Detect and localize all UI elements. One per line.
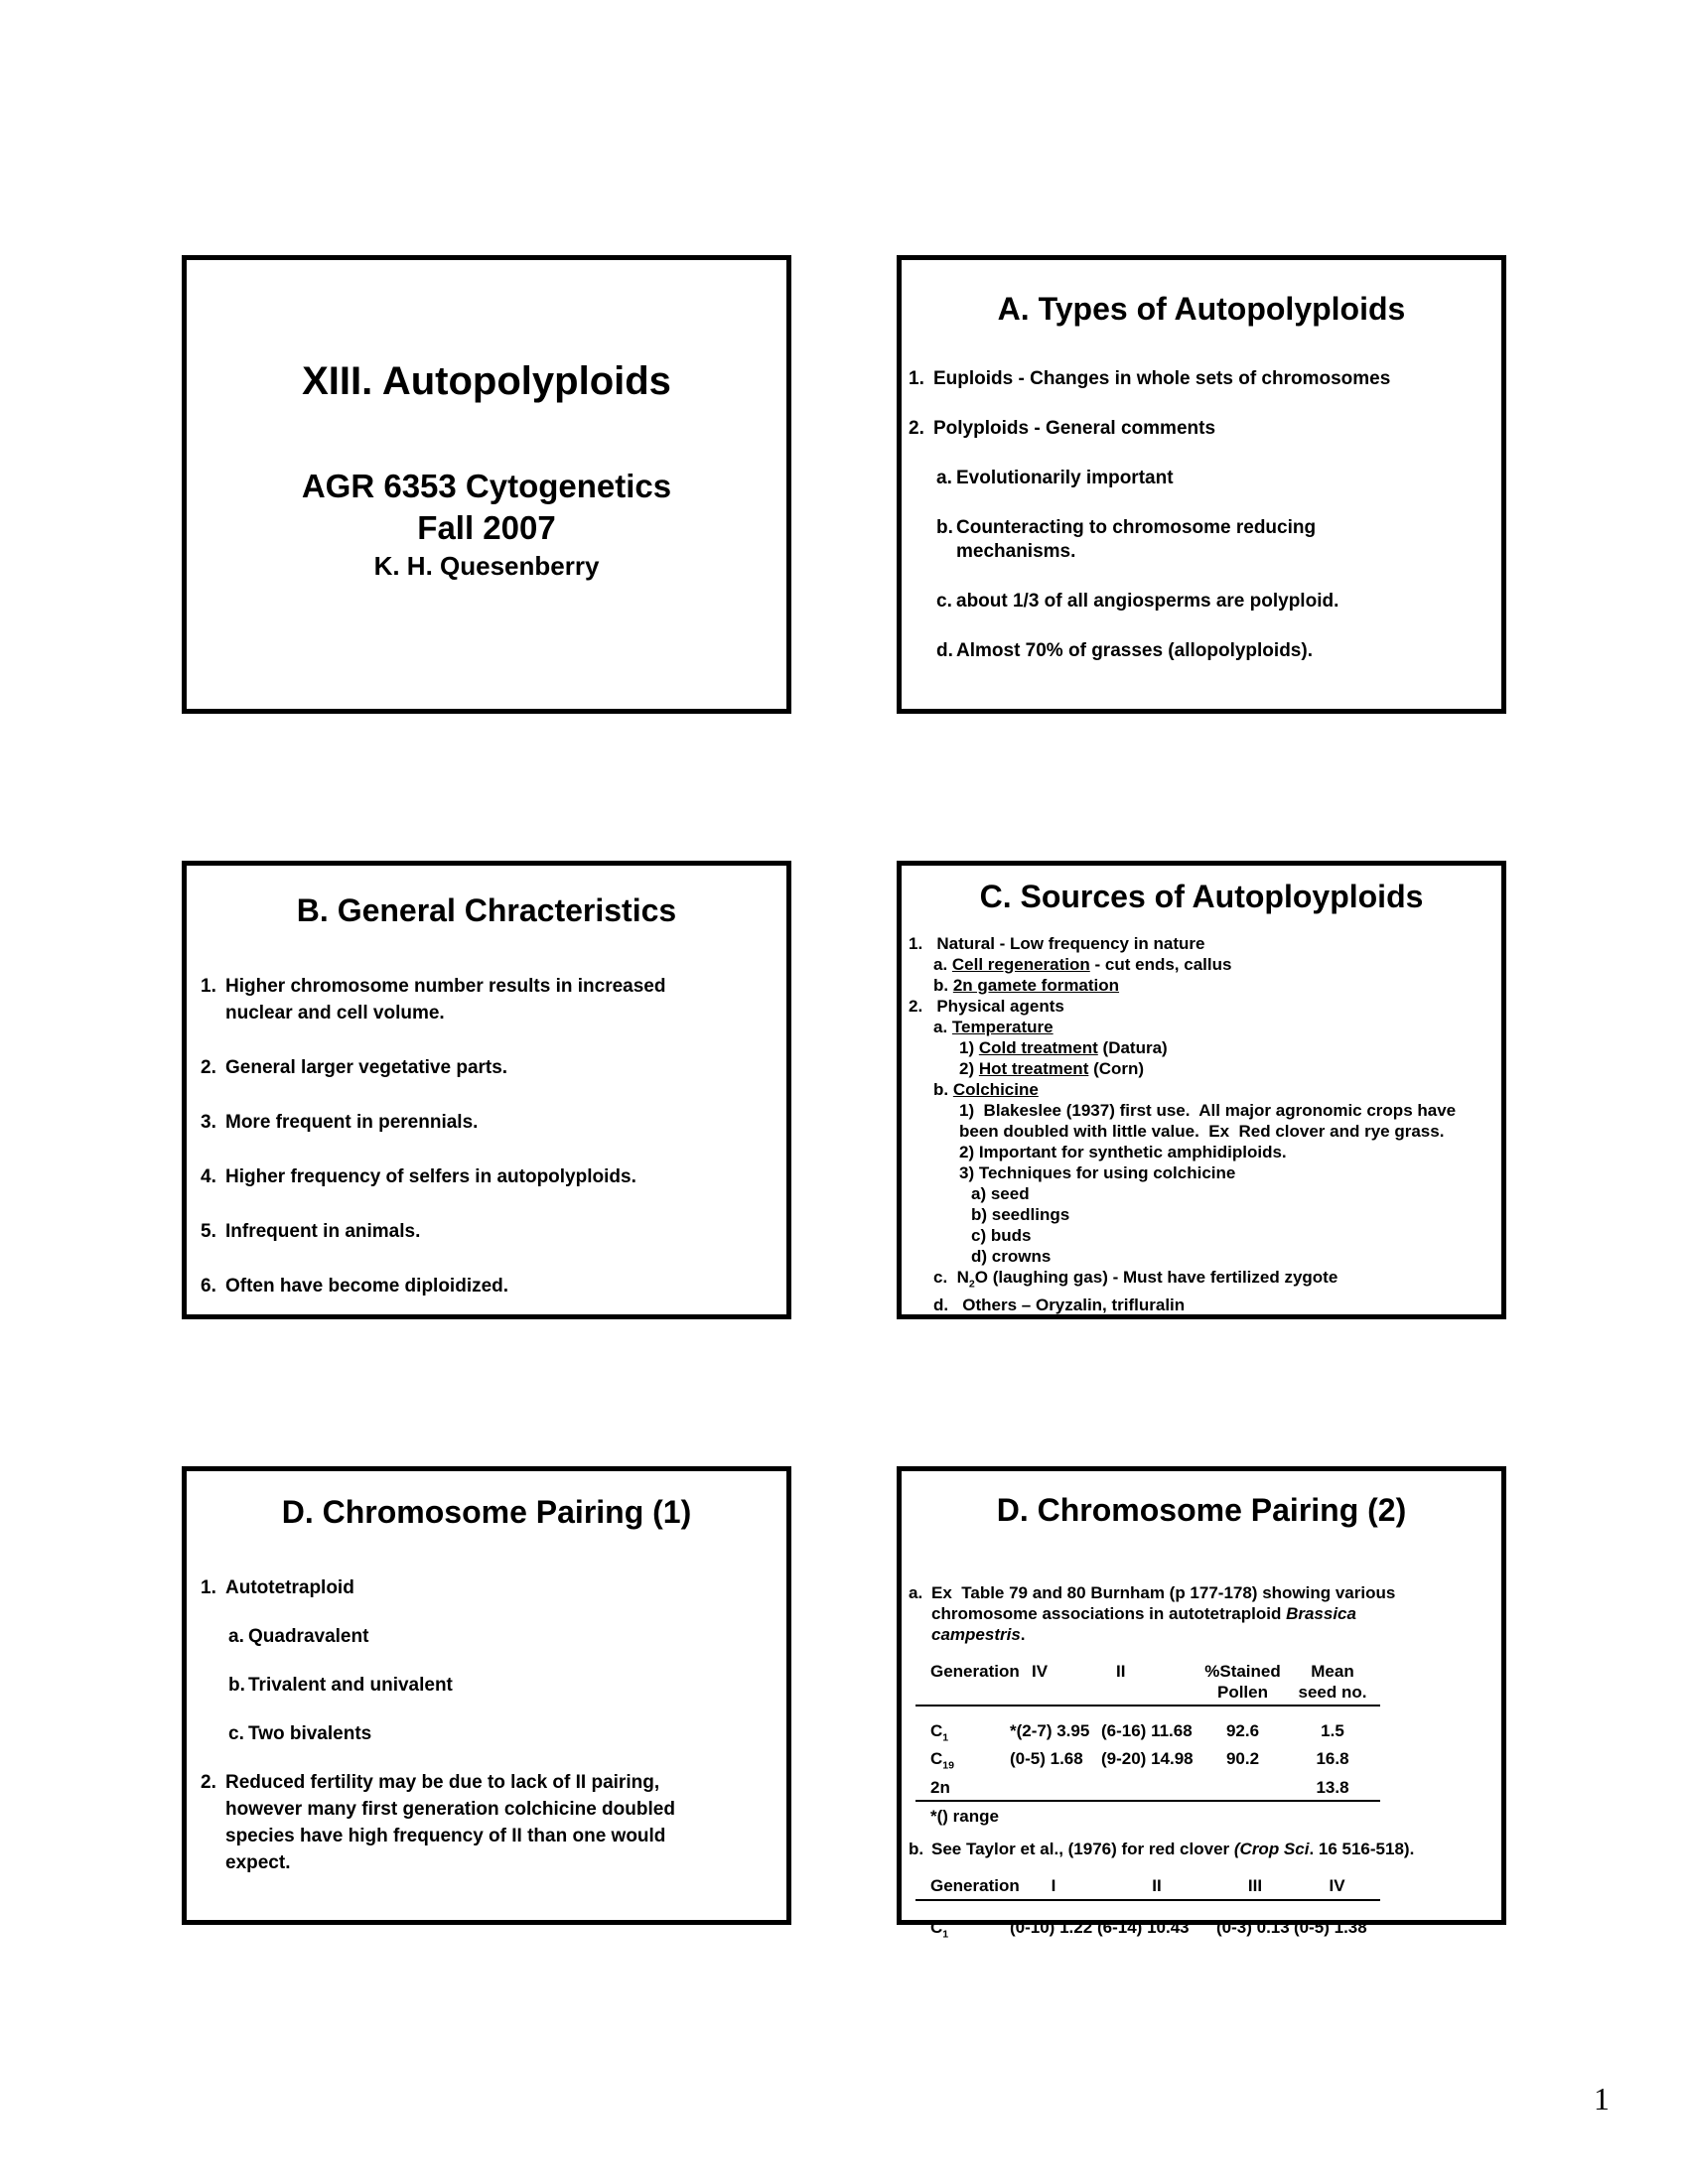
table-cell [1101,1682,1200,1703]
bullet-list [187,973,786,1299]
slide-types-of-autopolyploids [897,255,1506,714]
list-item [201,1163,707,1190]
outline-line [902,975,1493,996]
outline-line [902,1058,1493,1079]
slide-title-page [182,255,791,714]
list-item-text: Polyploids - General comments [933,418,1216,439]
table-cell: %Stained [1204,1662,1281,1681]
text-segment: O (laughing gas) - Must have fertilized zygote [974,1268,1338,1287]
slide-sources-of-autopolyploids [897,861,1506,1319]
list-item-label: d. [936,640,953,661]
table-header-row [915,1682,1380,1703]
term: Fall 2007 [417,509,556,546]
text-segment: Brassica campestris [931,1604,1356,1644]
table-cell: 16.8 [1316,1749,1349,1769]
outline-line [902,1267,1493,1295]
list-item-label: 2. [909,418,924,439]
table-row [915,1917,1380,1945]
list-item-label: c. [936,591,952,612]
bullet-list [902,367,1501,663]
text-segment: . 16 516-518). [1309,1839,1415,1858]
item-label: b. [909,1839,924,1858]
table-cell: IV [1329,1875,1345,1895]
list-item-label: b. [228,1675,245,1696]
text-segment: d. Others – Oryzalin, trifluralin [933,1296,1186,1315]
table-body [915,1917,1380,1945]
text-segment: Colchicine [952,1080,1039,1099]
list-item [201,1218,707,1245]
table-cell: Generation [930,1662,1020,1681]
table-cell: $C_1$ [930,1721,949,1744]
text-segment: (Crop Sci [1233,1839,1310,1858]
table-cell: 2n [930,1777,950,1797]
table-cell: Pollen [1216,1683,1268,1702]
slide-general-characteristics [182,861,791,1319]
table-cell: (0-5) 1.38 [1294,1917,1367,1937]
table-cell [915,1682,1010,1703]
slide-heading: D. Chromosome Pairing (2) [996,1492,1407,1528]
list-item [201,1054,707,1081]
list-item [909,467,1407,490]
text-segment: Cell regeneration [951,955,1090,974]
list-item-text: Two bivalents [248,1723,372,1744]
list-item-text: Almost 70% of grasses (allopolyploids). [956,640,1313,661]
list-item-label: a. [228,1626,244,1647]
list-item [201,1574,707,1601]
table-cell: *(2-7) 3.95 [1010,1721,1090,1740]
table-cell [1010,1777,1101,1798]
table-header [915,1875,1380,1896]
outline-line [902,1225,1493,1246]
list-item-label: 2. [201,1057,216,1078]
table-header [915,1661,1380,1703]
author-name: K. H. Quesenberry [373,551,600,581]
text-segment: b. [933,1080,953,1099]
table-cell: (6-14) 10.43 [1097,1917,1190,1937]
list-item [909,516,1407,564]
text-segment: 2) Important for synthetic amphidiploids. [959,1143,1287,1161]
slide-heading: D. Chromosome Pairing (1) [281,1494,692,1530]
text-segment: 1) Blakeslee (1937) first use. All major agronomic crops have [959,1101,1457,1120]
text-segment: a. [933,955,952,974]
slide-chromosome-pairing-2 [897,1466,1506,1941]
table-body [915,1720,1380,1798]
list-item [909,639,1407,663]
outline-line [902,1121,1493,1142]
table-cell [1010,1682,1101,1703]
text-segment: Ex Table 79 and 80 Burnham (p 177-178) showing various chromosome associations in autotetraploid [931,1583,1396,1623]
text-segment: a. [933,1018,952,1036]
list-item [201,1720,707,1747]
list-item-label: c. [228,1723,244,1744]
course-name: AGR 6353 Cytogenetics [301,468,672,504]
list-item [201,1623,707,1650]
text-segment: a) seed [971,1184,1030,1203]
presentation-title: XIII. Autopolyploids [302,359,671,403]
outline-line [902,1183,1493,1204]
list-item [909,367,1407,391]
list-item [201,1273,707,1299]
list-item-label: 1. [201,1577,216,1598]
table-cell: seed no. [1298,1683,1367,1702]
table-cell: II [1116,1662,1126,1681]
list-item-text: Evolutionarily important [956,468,1174,488]
outline-line [902,933,1493,954]
list-item [201,1672,707,1699]
text-segment: 1. Natural - Low frequency in nature [909,934,1205,953]
item-label: a. [909,1583,923,1602]
table-cell: I [1051,1875,1056,1895]
slide-heading: B. General Chracteristics [296,892,677,928]
text-segment: Cold treatment [978,1038,1098,1057]
text-segment: 2) [959,1059,979,1078]
slide-chromosome-pairing-1 [182,1466,791,1925]
course-and-term [187,466,786,549]
text-segment: Temperature [951,1018,1054,1036]
list-item [201,1769,707,1876]
item-text [931,1582,1447,1645]
outline-line [902,1017,1493,1037]
text-segment: 2 [968,1278,975,1291]
list-item-text: More frequent in perennials. [225,1112,479,1133]
list-item-label: 1. [201,976,216,997]
text-segment: d) crowns [971,1247,1052,1266]
list-item-label: a. [936,468,952,488]
outline-line [902,1100,1493,1121]
outline-line [902,954,1493,975]
table-cell [1101,1777,1200,1798]
table-cell [1200,1777,1285,1798]
table-cell: 13.8 [1316,1777,1349,1797]
list-item-label: 6. [201,1276,216,1297]
list-item-label: 3. [201,1112,216,1133]
list-item-label: 2. [201,1772,216,1793]
outline-line [902,1246,1493,1267]
table-cell: (0-10) 1.22 [1010,1917,1093,1937]
text-segment: been doubled with little value. Ex Red clover and rye grass. [959,1122,1445,1141]
text-segment: c. N [933,1268,969,1287]
table-row [915,1777,1380,1798]
table-cell: IV [1032,1662,1049,1681]
table-footnote: *() range [930,1806,999,1826]
text-segment: 1) [959,1038,979,1057]
list-item [201,973,707,1026]
page-number: 1 [1594,2081,1610,2116]
reference-item-b [902,1839,1501,1859]
text-segment: See Taylor et al., (1976) for red clover [931,1839,1234,1858]
table-cell: II [1152,1875,1162,1895]
table-cell: Generation [930,1875,1020,1895]
outline-line [902,1037,1493,1058]
list-item-text: Autotetraploid [225,1577,354,1598]
slide-heading: A. Types of Autopolyploids [997,291,1406,327]
outline-line [902,1079,1493,1100]
table-rule [915,1899,1380,1901]
list-item-text: Trivalent and univalent [248,1675,453,1696]
list-item-text: Infrequent in animals. [225,1221,421,1242]
list-item [909,417,1407,441]
list-item-label: 5. [201,1221,216,1242]
text-segment: b. [933,976,953,995]
table-row [915,1748,1380,1776]
text-segment: (Datura) [1097,1038,1168,1057]
red-clover-association-table [915,1875,1380,1945]
table-cell: $C_{19}$ [930,1749,954,1772]
list-item [909,590,1407,614]
table-header-row [915,1875,1380,1896]
table-cell: (0-3) 0.13 [1216,1917,1290,1937]
outline-line [902,1162,1493,1183]
bullet-list [187,1574,786,1876]
item-text [931,1839,1447,1859]
list-item-text: about 1/3 of all angiosperms are polyploid. [956,591,1339,612]
text-segment: . [1020,1625,1026,1644]
table-rule [915,1800,1380,1802]
example-item-a [902,1582,1501,1645]
table-cell: (6-16) 11.68 [1101,1721,1193,1740]
text-segment: 2n gamete formation [952,976,1120,995]
table-row [915,1720,1380,1748]
table-cell: 1.5 [1321,1721,1344,1740]
outline-line [902,1204,1493,1225]
text-segment: c) buds [971,1226,1032,1245]
outline-line [902,1142,1493,1162]
list-item-label: 4. [201,1166,216,1187]
list-item-text: Often have become diploidized. [225,1276,509,1297]
table-cell: $C_1$ [930,1917,949,1941]
table-rule [915,1705,1380,1706]
table-cell: Mean [1311,1662,1354,1681]
text-segment: 2. Physical agents [909,997,1064,1016]
text-segment: b) seedlings [971,1205,1070,1224]
list-item-text: General larger vegetative parts. [225,1057,508,1078]
text-segment: - cut ends, callus [1089,955,1232,974]
text-segment: Hot treatment [978,1059,1089,1078]
table-cell: (0-5) 1.68 [1010,1749,1083,1769]
table-cell: 92.6 [1225,1721,1260,1740]
list-item-text: Euploids - Changes in whole sets of chromosomes [933,368,1391,389]
list-item-label: 1. [909,368,924,389]
text-segment: (Corn) [1088,1059,1145,1078]
outline-line [902,1295,1493,1315]
list-item-text: Higher frequency of selfers in autopolyploids. [225,1166,636,1187]
slide-heading: C. Sources of Autoployploids [979,879,1424,914]
list-item-text: Counteracting to chromosome reducing mechanisms. [956,517,1317,562]
list-item-text: Reduced fertility may be due to lack of II pairing, however many first generation colchicine doubled species have high frequency of II than one would expect. [225,1772,675,1873]
list-item-text: Higher chromosome number results in increased nuclear and cell volume. [225,976,666,1024]
outline-line [902,996,1493,1017]
table-cell: 90.2 [1225,1749,1260,1769]
table-cell: (9-20) 14.98 [1101,1749,1194,1769]
list-item-label: b. [936,517,953,538]
table-header-row [915,1661,1380,1682]
brassica-association-table [915,1661,1380,1827]
table-cell: III [1247,1875,1263,1895]
text-segment: 3) Techniques for using colchicine [959,1163,1236,1182]
list-item [201,1109,707,1136]
list-item-text: Quadravalent [248,1626,369,1647]
outline-list [902,933,1501,1315]
